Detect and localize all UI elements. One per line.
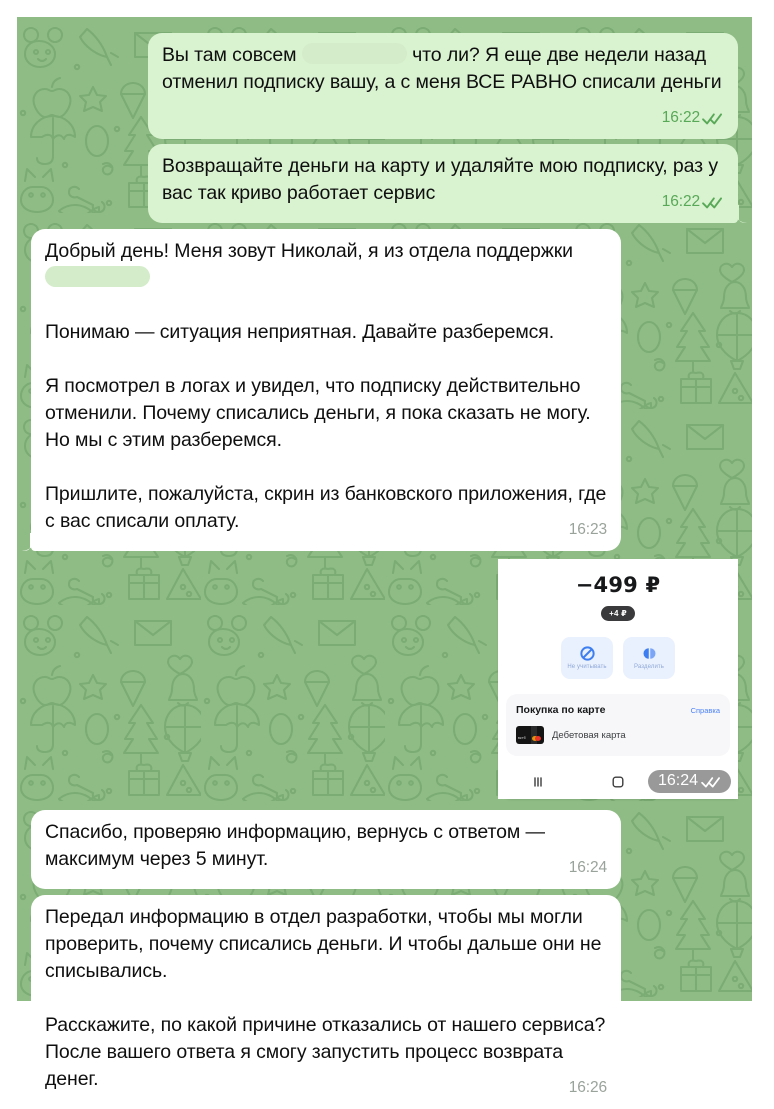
recents-icon[interactable] bbox=[530, 774, 546, 795]
message-time: 16:22 bbox=[661, 109, 700, 126]
message-row bbox=[17, 559, 752, 799]
chat-canvas bbox=[17, 17, 752, 1096]
message-paragraph: Я посмотрел в логах и увидел, что подписку действительно отменили. Почему списались деньги, я пока сказать не могу. Но мы с этим разберемся. bbox=[45, 375, 591, 451]
bubble-tail-right bbox=[733, 205, 747, 223]
message-time: 16:24 bbox=[568, 859, 607, 876]
message-paragraph: Понимаю — ситуация неприятная. Давайте разберемся. bbox=[45, 321, 555, 343]
message-time: 16:26 bbox=[568, 1079, 607, 1096]
message-paragraph: Возвращайте деньги на карту и удаляйте мою подписку, раз у вас так криво работает сервис 16:22 bbox=[162, 153, 724, 207]
message-row bbox=[17, 895, 752, 1109]
action-label: Не учитывать bbox=[567, 664, 607, 670]
message-paragraph: Пришлите, пожалуйста, скрин из банковского приложения, где с вас списали оплату. 16:23 bbox=[45, 481, 607, 535]
bank-transaction-screenshot bbox=[498, 559, 738, 799]
bubble-tail-left bbox=[22, 1091, 36, 1109]
card-brand-text: вктб bbox=[518, 736, 526, 740]
message-paragraph: Добрый день! Меня зовут Николай, я из отдела поддержки bbox=[45, 238, 607, 292]
double-check-icon bbox=[700, 773, 722, 790]
transaction-amount: −499 ₽ bbox=[575, 573, 661, 597]
message-time: 16:24 bbox=[657, 772, 698, 789]
home-icon[interactable] bbox=[610, 774, 626, 795]
message-bubble[interactable] bbox=[31, 229, 621, 551]
action-label: Разделить bbox=[634, 664, 664, 670]
message-list bbox=[17, 17, 752, 1096]
message-meta bbox=[569, 1074, 607, 1101]
message-bubble[interactable] bbox=[31, 810, 621, 889]
message-paragraph: Передал информацию в отдел разработки, чтобы мы могли проверить, почему списались деньги. И чтобы дальше они не списывались. bbox=[45, 906, 602, 982]
redacted-text bbox=[302, 43, 407, 64]
bubble-tail-left bbox=[22, 533, 36, 551]
message-bubble[interactable] bbox=[148, 33, 738, 139]
message-paragraph: Расскажите, по какой причине отказались от нашего сервиса? После вашего ответа я смогу запустить процесс возврата денег. 16:26 bbox=[45, 1012, 607, 1093]
double-check-icon bbox=[701, 193, 724, 211]
split-icon bbox=[642, 646, 657, 661]
photo-message[interactable] bbox=[498, 559, 738, 799]
message-bubble[interactable] bbox=[31, 895, 621, 1109]
card-section-title: Покупка по карте bbox=[516, 704, 606, 716]
message-meta bbox=[662, 188, 724, 215]
card-type-label: Дебетовая карта bbox=[552, 729, 626, 741]
message-row bbox=[17, 810, 752, 889]
message-meta bbox=[662, 104, 724, 131]
message-paragraph: Спасибо, проверяю информацию, вернусь с ответом — максимум через 5 минут. 16:24 bbox=[45, 819, 607, 873]
message-bubble[interactable] bbox=[148, 144, 738, 223]
message-row bbox=[17, 229, 752, 551]
redacted-text bbox=[45, 266, 150, 287]
message-row bbox=[17, 144, 752, 223]
help-link[interactable]: Справка bbox=[690, 705, 720, 715]
slash-circle-icon bbox=[580, 646, 595, 661]
message-time: 16:23 bbox=[568, 521, 607, 538]
card-purchase-section bbox=[506, 694, 730, 756]
transaction-actions bbox=[498, 637, 738, 679]
message-meta bbox=[569, 516, 607, 543]
double-check-icon bbox=[701, 109, 724, 127]
photo-message-meta bbox=[648, 770, 731, 793]
bank-card-thumbnail bbox=[516, 726, 544, 744]
message-time: 16:22 bbox=[661, 193, 700, 210]
cashback-badge: +4 ₽ bbox=[601, 606, 635, 621]
message-paragraph: Вы там совсем что ли? Я еще две недели назад отменил подписку вашу, а с меня ВСЕ РАВНО списали деньги 16:22 bbox=[162, 42, 724, 96]
message-meta bbox=[569, 854, 607, 881]
message-row bbox=[17, 33, 752, 139]
action-split-button[interactable] bbox=[623, 637, 675, 679]
action-exclude-button[interactable] bbox=[561, 637, 613, 679]
